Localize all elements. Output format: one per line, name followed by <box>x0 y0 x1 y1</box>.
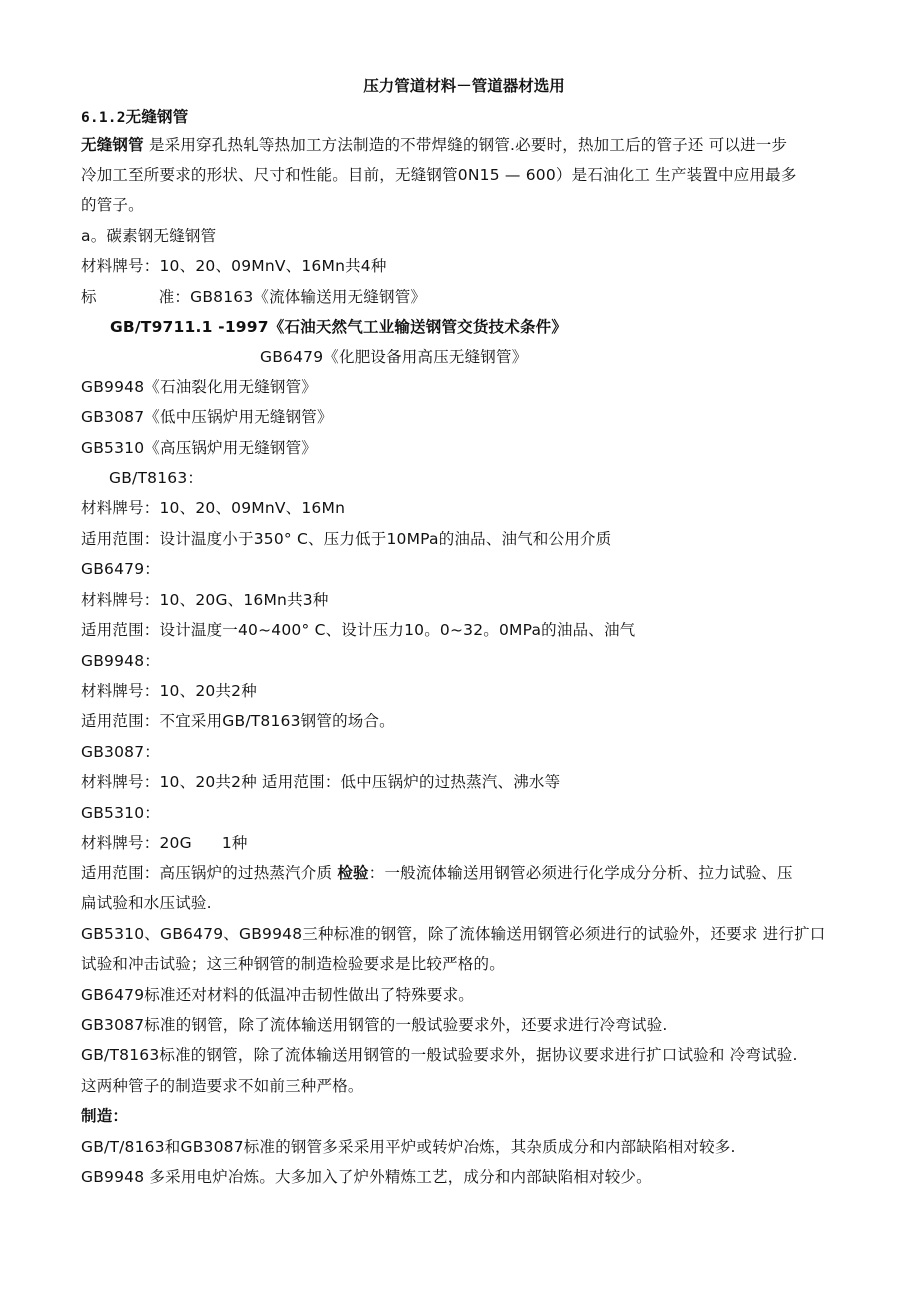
note-3: GB3087标准的钢管，除了流体输送用钢管的一般试验要求外，还要求进行冷弯试验. <box>81 1016 668 1034</box>
gb5310-scope: 适用范围：高压锅炉的过热蒸汽介质 <box>81 864 338 882</box>
gb3087-heading: GB3087： <box>81 743 160 761</box>
gb5310-heading: GB5310： <box>81 804 160 822</box>
standard-gb6479: GB6479《化肥设备用高压无缝钢管》 <box>260 348 528 366</box>
manufacture-1: GB/T/8163和GB3087标准的钢管多采采用平炉或转炉冶炼，其杂质成分和内部缺陷相对较多. <box>81 1138 736 1156</box>
standard-gb3087: GB3087《低中压锅炉用无缝钢管》 <box>81 408 333 426</box>
intro-line-2: 冷加工至所要求的形状、尺寸和性能。目前，无缝钢管0N15 — 600）是石油化工 生产装置中应用最多 <box>81 166 797 184</box>
inspection-text-2: 扁试验和水压试验. <box>81 894 212 912</box>
manufacture-2: GB9948 多采用电炉冶炼。大多加入了炉外精炼工艺，成分和内部缺陷相对较少。 <box>81 1168 652 1186</box>
section-number: 6.1.2 <box>81 110 126 126</box>
intro-text-1: 是采用穿孔热轧等热加工方法制造的不带焊缝的钢管.必要时，热加工后的管子还 可以进一步 <box>143 136 788 154</box>
gb3087-grades-scope: 材料牌号：10、20共2种 适用范围：低中压锅炉的过热蒸汽、沸水等 <box>81 773 561 791</box>
carbon-steel-heading: a。碳素钢无缝钢管 <box>81 227 217 245</box>
gb9948-grades: 材料牌号：10、20共2种 <box>81 682 257 700</box>
gb5310-grade-count: 1种 <box>221 834 248 852</box>
gb8163-heading: GB/T8163： <box>109 469 204 487</box>
standard-gb9711: GB/T9711.1 -1997《石油天然气工业输送钢管交货技术条件》 <box>110 318 568 336</box>
gb6479-grades: 材料牌号：10、20G、16Mn共3种 <box>81 591 329 609</box>
note-4a: GB/T8163标准的钢管，除了流体输送用钢管的一般试验要求外，据协议要求进行扩口试验和 冷弯试验. <box>81 1046 798 1064</box>
manufacture-heading: 制造： <box>81 1107 129 1125</box>
carbon-grades: 材料牌号：10、20、09MnV、16Mn共4种 <box>81 257 387 275</box>
document-title: 压力管道材料－管道器材选用 <box>363 77 565 95</box>
gb6479-scope: 适用范围：设计温度一40~400° C、设计压力10。0~32。0MPa的油品、油气 <box>81 621 636 639</box>
standards-line <box>81 287 426 307</box>
note-1a: GB5310、GB6479、GB9948三种标准的钢管，除了流体输送用钢管必须进行的试验外，还要求 进行扩口 <box>81 925 826 943</box>
standard-label-b: 准： <box>158 288 191 306</box>
note-1b: 试验和冲击试验；这三种钢管的制造检验要求是比较严格的。 <box>81 955 505 973</box>
gb8163-grades: 材料牌号：10、20、09MnV、16Mn <box>81 499 346 517</box>
intro-line-3: 的管子。 <box>81 196 144 214</box>
gb6479-heading: GB6479： <box>81 560 160 578</box>
note-4b: 这两种管子的制造要求不如前三种严格。 <box>81 1077 364 1095</box>
inspection-text-1: ：一般流体输送用钢管必须进行化学成分分析、拉力试验、压 <box>368 864 793 882</box>
standard-label-a: 标 <box>81 288 97 306</box>
inspection-label: 检验 <box>337 864 369 882</box>
intro-line-1 <box>81 135 787 155</box>
gb5310-scope-inspection <box>81 863 793 883</box>
gb5310-grade-value: 材料牌号：20G <box>81 834 192 852</box>
section-title: 无缝钢管 <box>125 108 189 126</box>
intro-term: 无缝钢管 <box>81 136 144 154</box>
gb9948-scope: 适用范围：不宜采用GB/T8163钢管的场合。 <box>81 712 395 730</box>
gb5310-grades <box>81 833 248 853</box>
section-heading <box>81 107 188 128</box>
standard-gb8163: GB8163《流体输送用无缝钢管》 <box>190 288 427 306</box>
standard-gb5310: GB5310《高压锅炉用无缝钢管》 <box>81 439 317 457</box>
standard-gb9948: GB9948《石油裂化用无缝钢管》 <box>81 378 317 396</box>
gb9948-heading: GB9948： <box>81 652 160 670</box>
gb8163-scope: 适用范围：设计温度小于350° C、压力低于10MPa的油品、油气和公用介质 <box>81 530 612 548</box>
note-2: GB6479标准还对材料的低温冲击韧性做出了特殊要求。 <box>81 986 474 1004</box>
